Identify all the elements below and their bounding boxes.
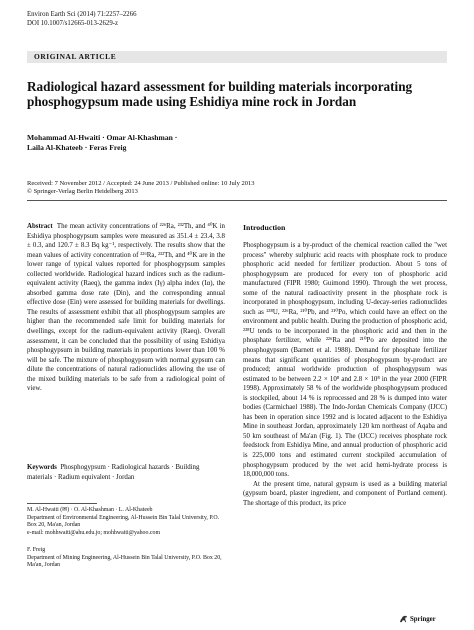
affiliation-address: Department of Environmental Engineering, Al-Hussein Bin Talal University, P.O. Box 20, Ma'an, Jordan [27,514,220,529]
affiliation-authors: M. Al-Hwaiti (✉) · O. Al-Khashman · L. Al-Khateeb [27,507,153,513]
springer-horse-icon [399,615,408,623]
article-type-label: ORIGINAL ARTICLE [34,52,117,61]
article-title: Radiological hazard assessment for building materials incorporating phosphogypsum made using Eshidiya mine rock in Jordan [27,79,413,110]
author-line: Mohammad Al-Hwaiti · Omar Al-Khashman · [27,133,178,142]
publication-dates [27,180,254,196]
keywords [27,463,225,482]
abstract-heading: Abstract [27,223,53,230]
author-line: Laila Al-Khateeb · Feras Freig [27,143,127,152]
article-type-banner [27,51,447,63]
affiliation-email: e-mail: mohhwaiti@ahu.edu.jo; mohhwaiti@yahoo.com [27,529,161,536]
footnote-divider [27,503,97,504]
affiliation-block [27,507,225,537]
keywords-heading: Keywords [27,464,57,471]
doi-line: DOI 10.1007/s12665-013-2629-z [27,19,118,27]
introduction-body [243,241,447,508]
introduction-paragraph: Phosphogypsum is a by-product of the chemical reaction called the "wet process" whereby sulphuric acid reacts with phosphate rock to produce phosphoric acid needed for fertilizer production. About 5 tons of phosphogypsum are produced for every ton of phosphoric acid manufactured (FIPR 1980; Guimond 1990). Through the wet process, some of the natural radioactivity present in the phosphate rock is incorporated in phosphogypsum, including U-decay-series radionuclides such as ²³⁸U, ²²⁶Ra, ²¹⁰Pb, and ²¹⁰Po, which could have an effect on the environment and public health. During the production of phosphoric acid, ²³⁸U tends to be incorporated in the phosphoric acid and then in the phosphate fertilizer, while ²²⁶Ra and ²¹⁰Po are deposited into the phosphogypsum (Barnett et al. 1988). Demand for phosphate fertilizer means that significant quantities of phosphogypsum by-product are produced; annual worldwide production of phosphogypsum was estimated to be between 2.2 × 10⁸ and 2.8 × 10⁸ in the year 2000 (FIPR 1998). Approximately 58 % of the worldwide phosphogypsum produced is stockpiled, about 14 % is reprocessed and 28 % is dumped into water bodies (Carmichael 1988). The Indo-Jordan Chemicals Company (IJCC) has been in operation since 1992 and is located adjacent to the Eshidiya Mine in southeast Jordan, approximately 120 km northeast of Aqaba and 50 km southeast of Ma'an (Fig. 1). The (IJCC) receives phosphate rock feedstock from Eshidiya Mine, and annual production of phosphoric acid is 225,000 tons and estimated current stockpiled accumulation of phosphogypsum produced by the wet acid hemi-hydrate process is 18,000,000 tons. [243,242,447,479]
abstract-text: The mean activity concentrations of ²²⁶Ra, ²³²Th, and ⁴⁰K in Eshidiya phosphogypsum samples were measured as 351.4 ± 23.4, 3.8 ± 0.3, and 120.7 ± 8.3 Bq kg⁻¹, respectively. The results show that the mean values of activity concentration of ²²⁶Ra, ²³²Th, and ⁴⁰K are in the lower range of typical values reported for phosphogypsum samples collected worldwide. Radiological hazard indices such as the radium-equivalent activity (Raeq), the gamma index (Iγ) alpha index (Iα), the absorbed gamma dose rate (Din), and the corresponding annual effective dose (Ein) were assessed for building materials for dwellings. The results of assessment exhibit that all phosphogypsum samples are higher than the recommended safe limit for building materials for dwellings, except for the radium-equivalent activity (Raeq). Overall assessment, it can be concluded that the possibility of using Eshidiya phosphogypsum in building materials in proportions lower than 100 % will be safe. The mixture of phosphogypsum with normal gypsum can dilute the concentrations of natural radionuclides allowing the use of the mixed building materials to be safe from a radiological point of view. [27,223,225,393]
abstract [27,222,225,394]
header-divider [27,200,447,201]
affiliation-address: Department of Mining Engineering, Al-Hussein Bin Talal University, P.O. Box 20, Ma'an, Jordan [27,554,222,569]
journal-citation-line: Environ Earth Sci (2014) 71:2257–2266 [27,11,137,18]
author-list [27,133,177,153]
introduction-paragraph: At the present time, natural gypsum is used as a building material (gypsum board, plaster ingredient, and component of Portland cement). The shortage of this product, its price [243,480,447,507]
affiliation-block [27,547,225,570]
publisher-name: Springer [410,615,436,623]
copyright-line: © Springer-Verlag Berlin Heidelberg 2013 [27,188,138,196]
publisher-logo [399,615,436,623]
dates-line: Received: 7 November 2012 / Accepted: 24 June 2013 / Published online: 10 July 2013 [27,180,255,187]
affiliation-authors: F. Freig [27,547,46,553]
keywords-text: Phosphogypsum · Radiological hazards · Building materials · Radium equivalent · Jordan [27,464,200,481]
introduction-heading: Introduction [243,223,286,232]
journal-citation [27,11,137,28]
